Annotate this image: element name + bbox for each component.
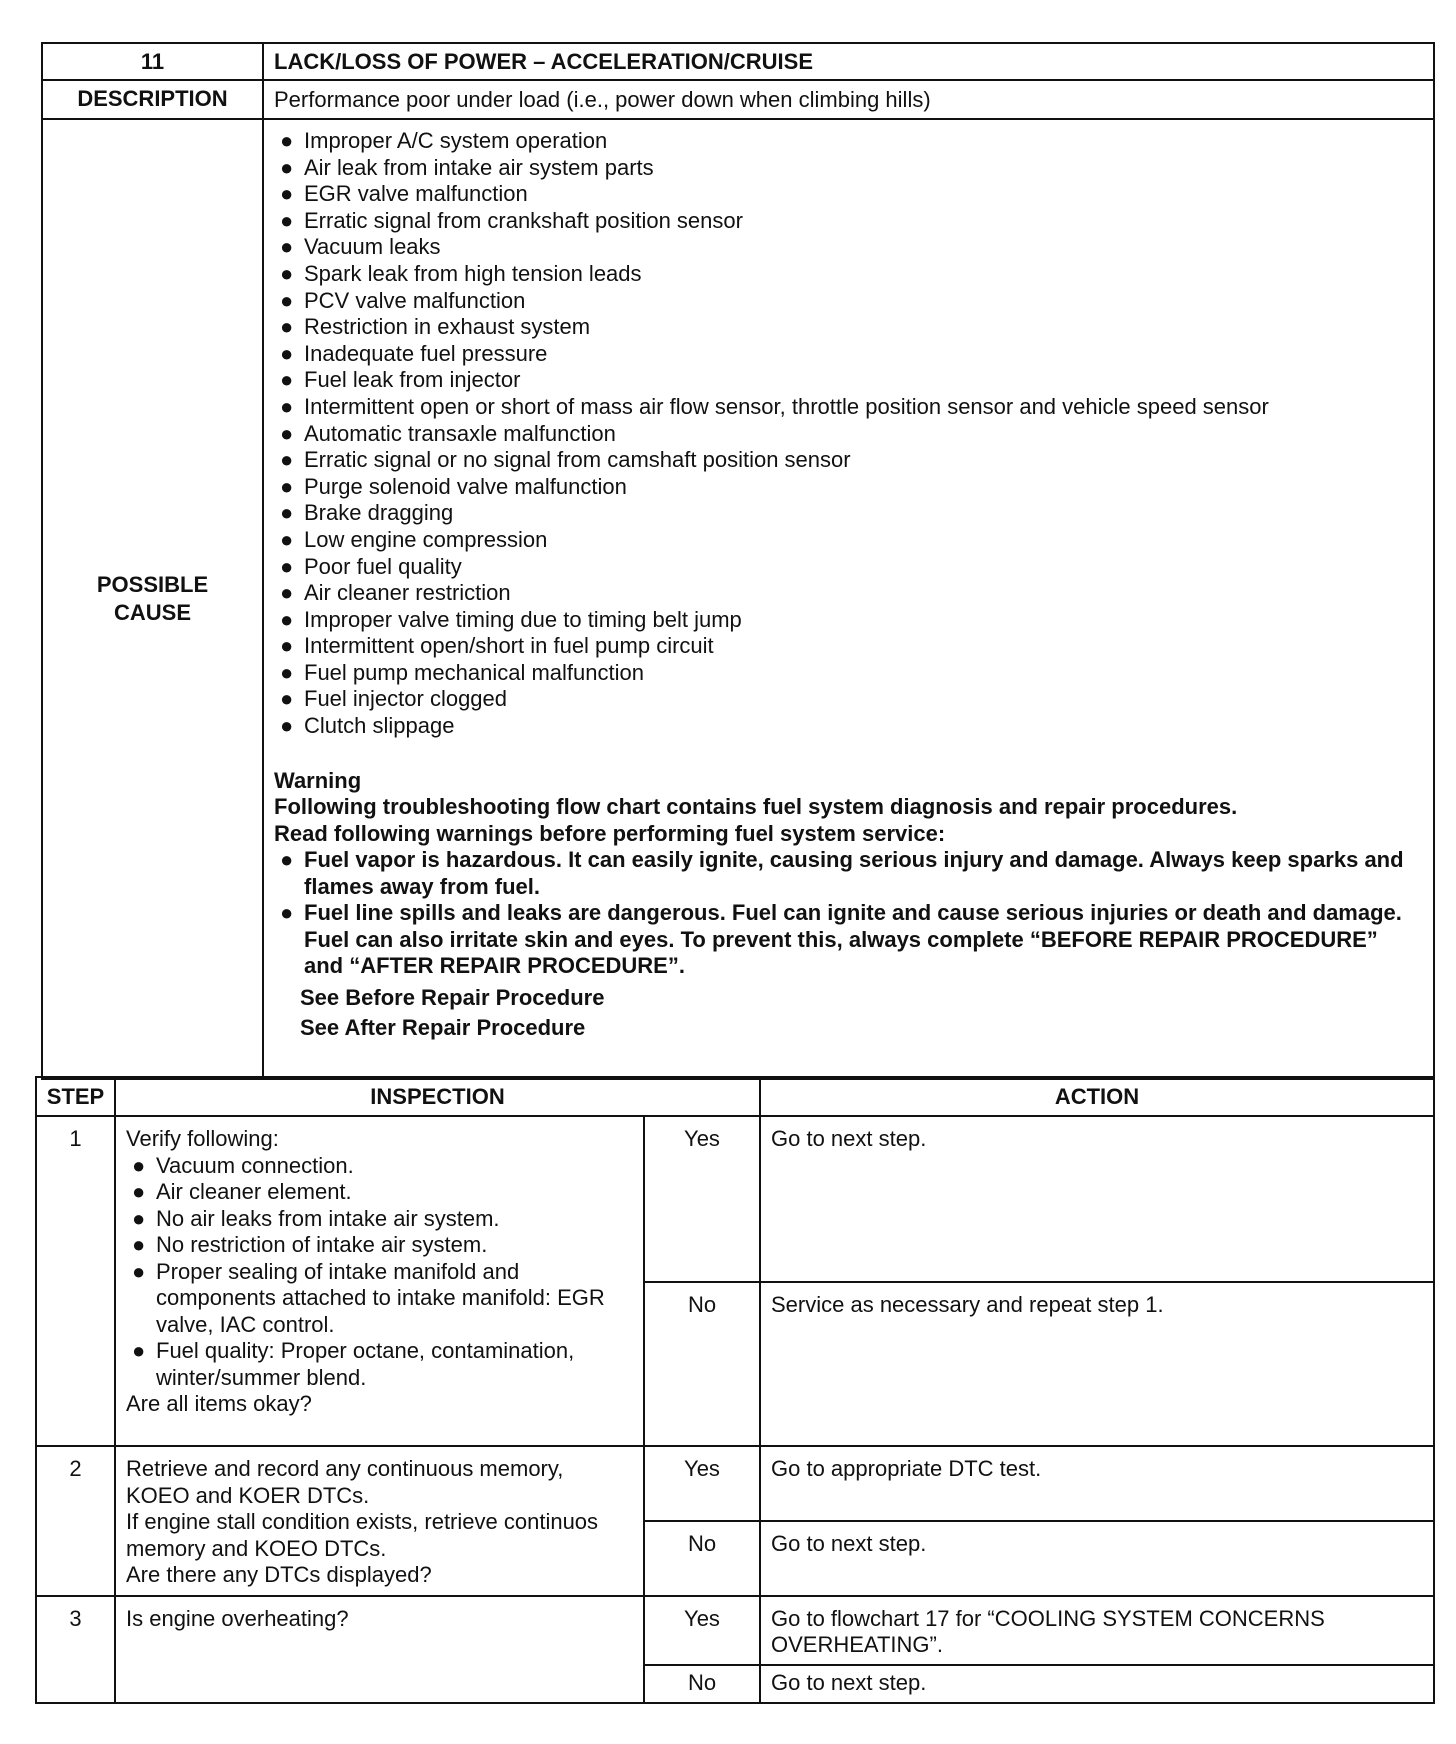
- check-item: ● No restriction of intake air system.: [132, 1232, 488, 1257]
- possible-cause-content: [263, 119, 1434, 1079]
- check-item: ● Vacuum connection.: [132, 1152, 354, 1178]
- step-3-number: 3: [36, 1596, 115, 1703]
- bullet-icon: ●: [280, 686, 294, 712]
- bullet-icon: ●: [132, 1179, 146, 1204]
- bullet-icon: ●: [132, 1152, 146, 1178]
- bullet-icon: ●: [280, 659, 294, 685]
- possible-cause-label-line2: CAUSE: [113, 600, 191, 625]
- cause-item: ● Inadequate fuel pressure: [280, 340, 548, 366]
- step-3-inspection: [115, 1596, 644, 1703]
- symptom-table: [41, 42, 1435, 1080]
- cause-item: ● Improper A/C system operation: [280, 128, 608, 153]
- bullet-icon: ●: [280, 580, 294, 606]
- cause-item: ● PCV valve malfunction: [280, 287, 526, 313]
- cause-item: ● Spark leak from high tension leads: [280, 260, 642, 286]
- bullet-icon: ●: [280, 447, 294, 473]
- step-3-yes-label: Yes: [644, 1596, 760, 1665]
- bullet-icon: ●: [280, 287, 294, 313]
- check-item: ● Fuel quality: Proper octane, contamination, winter/summer blend.: [132, 1338, 575, 1390]
- step-1-yes-label: Yes: [644, 1116, 760, 1282]
- bullet-icon: ●: [280, 128, 294, 153]
- warning-item: ● Fuel vapor is hazardous. It can easily ignite, causing serious injury and damage. Always keep sparks and flames away from fuel.: [280, 847, 1404, 899]
- bullet-icon: ●: [280, 181, 294, 207]
- inspection-column-header: INSPECTION: [115, 1077, 760, 1116]
- cause-item: ● Erratic signal or no signal from camshaft position sensor: [280, 447, 851, 473]
- step-3-yes-row: [36, 1596, 1434, 1665]
- cause-item: ● Clutch slippage: [280, 713, 455, 739]
- bullet-icon: ●: [280, 234, 294, 260]
- bullet-icon: ●: [280, 606, 294, 632]
- step-column-header: STEP: [36, 1077, 115, 1116]
- step-1-yes-action: Go to next step.: [760, 1116, 1434, 1282]
- cause-item: ● Fuel injector clogged: [280, 686, 508, 712]
- step-2-inspection: [115, 1446, 644, 1596]
- cause-item: ● Intermittent open or short of mass air flow sensor, throttle position sensor and vehicle speed sensor: [280, 393, 1269, 419]
- cause-item: ● Fuel leak from injector: [280, 367, 521, 393]
- step-2-no-label: No: [644, 1521, 760, 1596]
- cause-item: ● Low engine compression: [280, 526, 548, 552]
- bullet-icon: ●: [280, 473, 294, 499]
- bullet-icon: ●: [280, 260, 294, 286]
- description-row: [42, 80, 1434, 119]
- cause-item: ● Improper valve timing due to timing belt jump: [280, 606, 742, 632]
- check-item: ● Air cleaner element.: [132, 1179, 352, 1204]
- step-2-text2: If engine stall condition exists, retrieve continuos memory and KOEO DTCs.: [126, 1509, 599, 1561]
- bullet-icon: ●: [280, 526, 294, 552]
- step-2-no-action: Go to next step.: [760, 1521, 1434, 1596]
- check-item: ● No air leaks from intake air system.: [132, 1205, 500, 1231]
- cause-list: [274, 128, 1423, 740]
- step-3-yes-action: Go to flowchart 17 for “COOLING SYSTEM CONCERNS OVERHEATING”.: [760, 1596, 1434, 1665]
- possible-cause-row: [42, 119, 1434, 1079]
- bullet-icon: ●: [280, 367, 294, 393]
- see-after-repair-link[interactable]: See After Repair Procedure: [300, 1014, 586, 1040]
- step-3-no-action: Go to next step.: [760, 1665, 1434, 1703]
- warning-block: [274, 768, 1423, 1043]
- bullet-icon: ●: [132, 1258, 146, 1284]
- bullet-icon: ●: [280, 420, 294, 446]
- title-row: [42, 43, 1434, 80]
- action-column-header: ACTION: [760, 1077, 1434, 1116]
- bullet-icon: ●: [280, 500, 294, 526]
- bullet-icon: ●: [132, 1205, 146, 1231]
- symptom-number: 11: [42, 43, 263, 80]
- bullet-icon: ●: [132, 1232, 146, 1257]
- description-label: DESCRIPTION: [42, 80, 263, 119]
- see-before-repair-link[interactable]: See Before Repair Procedure: [300, 984, 605, 1010]
- bullet-icon: ●: [280, 154, 294, 180]
- possible-cause-label: [42, 119, 263, 1079]
- step-2-number: 2: [36, 1446, 115, 1596]
- step-1-no-label: No: [644, 1282, 760, 1446]
- step-2-yes-label: Yes: [644, 1446, 760, 1521]
- symptom-title: LACK/LOSS OF POWER – ACCELERATION/CRUISE: [263, 43, 1434, 80]
- bullet-icon: ●: [280, 314, 294, 340]
- steps-header-row: [36, 1077, 1434, 1116]
- warning-line2: Read following warnings before performing fuel system service:: [274, 820, 946, 846]
- warning-title: Warning: [274, 767, 362, 793]
- cause-item: ● Restriction in exhaust system: [280, 314, 591, 340]
- warning-list: [274, 847, 1423, 980]
- possible-cause-label-line1: POSSIBLE: [96, 572, 209, 597]
- cause-item: ● Brake dragging: [280, 500, 454, 526]
- bullet-icon: ●: [280, 900, 294, 926]
- warning-line1: Following troubleshooting flow chart contains fuel system diagnosis and repair procedures.: [274, 794, 1238, 820]
- cause-item: ● Vacuum leaks: [280, 234, 441, 260]
- description-text: Performance poor under load (i.e., power down when climbing hills): [263, 80, 1434, 119]
- bullet-icon: ●: [280, 847, 294, 873]
- cause-item: ● Air leak from intake air system parts: [280, 154, 654, 180]
- cause-item: ● Intermittent open/short in fuel pump circuit: [280, 633, 714, 659]
- bullet-icon: ●: [280, 713, 294, 739]
- step-1-check-list: [126, 1153, 633, 1392]
- step-2-text1: Retrieve and record any continuous memory, KOEO and KOER DTCs.: [126, 1456, 564, 1508]
- step-1-question: Are all items okay?: [126, 1391, 312, 1416]
- check-item: ● Proper sealing of intake manifold and components attached to intake manifold: EGR valve, IAC control.: [132, 1258, 605, 1337]
- bullet-icon: ●: [280, 207, 294, 233]
- cause-item: ● Poor fuel quality: [280, 553, 462, 579]
- step-1-inspection: [115, 1116, 644, 1446]
- warning-item: ● Fuel line spills and leaks are dangerous. Fuel can ignite and cause serious injuries or death and damage. Fuel can also irritate skin and eyes. To prevent this, always complete “BEFORE REPAIR PROCEDURE” and “AFTER REPAIR PROCEDURE”.: [280, 900, 1402, 979]
- bullet-icon: ●: [280, 393, 294, 419]
- step-3-no-label: No: [644, 1665, 760, 1703]
- step-1-yes-row: [36, 1116, 1434, 1282]
- cause-item: ● EGR valve malfunction: [280, 181, 528, 207]
- bullet-icon: ●: [280, 340, 294, 366]
- step-3-question: Is engine overheating?: [126, 1605, 349, 1631]
- cause-item: ● Fuel pump mechanical malfunction: [280, 659, 644, 685]
- step-1-number: 1: [36, 1116, 115, 1446]
- step-2-question: Are there any DTCs displayed?: [126, 1562, 432, 1587]
- step-2-yes-action: Go to appropriate DTC test.: [760, 1446, 1434, 1521]
- step-1-no-action: Service as necessary and repeat step 1.: [760, 1282, 1434, 1446]
- cause-item: ● Automatic transaxle malfunction: [280, 420, 616, 446]
- bullet-icon: ●: [280, 553, 294, 579]
- cause-item: ● Erratic signal from crankshaft position sensor: [280, 207, 743, 233]
- steps-table: [35, 1076, 1435, 1704]
- cause-item: ● Purge solenoid valve malfunction: [280, 473, 627, 499]
- cause-item: ● Air cleaner restriction: [280, 580, 511, 606]
- bullet-icon: ●: [280, 633, 294, 659]
- bullet-icon: ●: [132, 1338, 146, 1363]
- step-1-intro: Verify following:: [126, 1126, 279, 1151]
- step-2-yes-row: [36, 1446, 1434, 1521]
